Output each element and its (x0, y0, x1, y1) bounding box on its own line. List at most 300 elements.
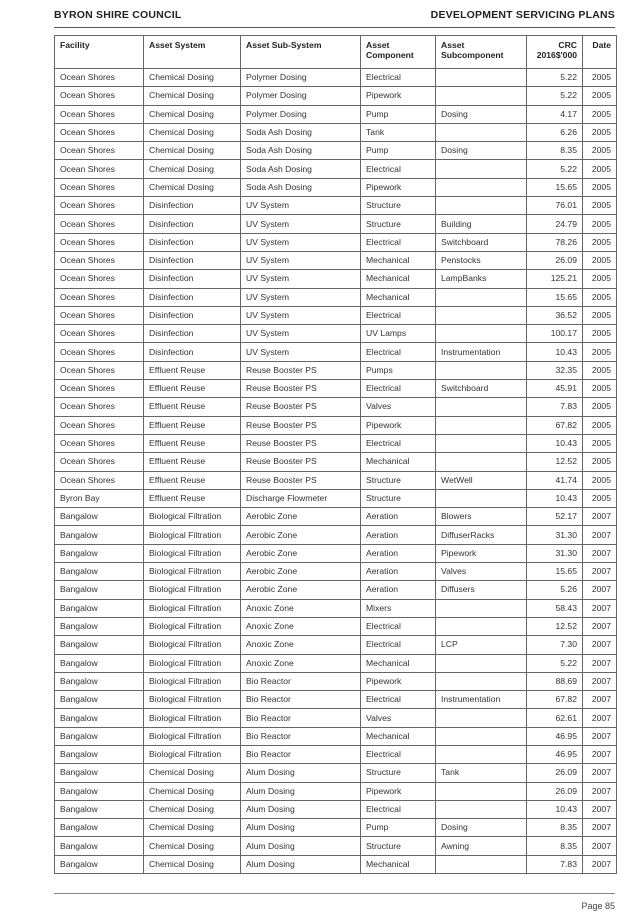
col-header-asset-component-line2: Component (366, 50, 414, 60)
facility-cell: Bangalow (55, 526, 144, 544)
asset-component-cell: Electrical (361, 636, 436, 654)
asset-sub-system-cell: Anoxic Zone (241, 599, 361, 617)
facility-cell: Bangalow (55, 672, 144, 690)
date-cell: 2007 (583, 636, 617, 654)
asset-sub-system-cell: Bio Reactor (241, 727, 361, 745)
table-row (55, 837, 617, 855)
date-cell: 2007 (583, 764, 617, 782)
asset-component-cell: Aeration (361, 581, 436, 599)
asset-sub-system-cell: Polymer Dosing (241, 69, 361, 87)
crc-cell: 7.83 (527, 855, 583, 873)
facility-cell: Bangalow (55, 709, 144, 727)
asset-component-cell: Pipework (361, 87, 436, 105)
date-cell: 2007 (583, 782, 617, 800)
facility-cell: Bangalow (55, 654, 144, 672)
crc-cell: 24.79 (527, 215, 583, 233)
asset-sub-system-cell: Reuse Booster PS (241, 398, 361, 416)
table-row (55, 800, 617, 818)
date-cell: 2005 (583, 123, 617, 141)
facility-cell: Bangalow (55, 727, 144, 745)
asset-subcomponent-cell (436, 855, 527, 873)
asset-system-cell: Biological Filtration (144, 691, 241, 709)
asset-subcomponent-cell: Switchboard (436, 380, 527, 398)
table-row (55, 819, 617, 837)
crc-cell: 26.09 (527, 782, 583, 800)
date-cell: 2005 (583, 87, 617, 105)
table-row (55, 105, 617, 123)
facility-cell: Ocean Shores (55, 160, 144, 178)
asset-sub-system-cell: Bio Reactor (241, 745, 361, 763)
date-cell: 2005 (583, 215, 617, 233)
asset-sub-system-cell: Aerobic Zone (241, 581, 361, 599)
asset-sub-system-cell: UV System (241, 197, 361, 215)
asset-subcomponent-cell (436, 178, 527, 196)
date-cell: 2007 (583, 709, 617, 727)
asset-component-cell: Aeration (361, 526, 436, 544)
table-row (55, 654, 617, 672)
header-divider (54, 27, 615, 28)
asset-subcomponent-cell: Dosing (436, 819, 527, 837)
asset-component-cell: Electrical (361, 745, 436, 763)
asset-system-cell: Chemical Dosing (144, 178, 241, 196)
asset-component-cell: Valves (361, 398, 436, 416)
asset-sub-system-cell: Alum Dosing (241, 819, 361, 837)
facility-cell: Ocean Shores (55, 69, 144, 87)
document-header-title: DEVELOPMENT SERVICING PLANS (430, 9, 615, 21)
asset-component-cell: Pipework (361, 672, 436, 690)
col-header-asset-component-line1: Asset (366, 40, 390, 50)
asset-subcomponent-cell (436, 160, 527, 178)
asset-subcomponent-cell (436, 325, 527, 343)
asset-sub-system-cell: Polymer Dosing (241, 87, 361, 105)
crc-cell: 26.09 (527, 764, 583, 782)
table-row (55, 306, 617, 324)
date-cell: 2007 (583, 599, 617, 617)
asset-component-cell: Mechanical (361, 453, 436, 471)
asset-sub-system-cell: Alum Dosing (241, 855, 361, 873)
table-row (55, 361, 617, 379)
asset-component-cell: Electrical (361, 691, 436, 709)
asset-component-cell: Mechanical (361, 270, 436, 288)
asset-system-cell: Biological Filtration (144, 617, 241, 635)
facility-cell: Bangalow (55, 617, 144, 635)
asset-subcomponent-cell: Dosing (436, 105, 527, 123)
asset-component-cell: Pump (361, 105, 436, 123)
asset-system-cell: Disinfection (144, 306, 241, 324)
asset-subcomponent-cell (436, 800, 527, 818)
asset-subcomponent-cell (436, 398, 527, 416)
facility-cell: Ocean Shores (55, 288, 144, 306)
asset-sub-system-cell: Reuse Booster PS (241, 434, 361, 452)
table-header-row (55, 36, 617, 69)
crc-cell: 10.43 (527, 434, 583, 452)
crc-cell: 67.82 (527, 416, 583, 434)
asset-subcomponent-cell (436, 87, 527, 105)
date-cell: 2007 (583, 837, 617, 855)
asset-subcomponent-cell (436, 197, 527, 215)
asset-sub-system-cell: Alum Dosing (241, 800, 361, 818)
date-cell: 2005 (583, 142, 617, 160)
asset-system-cell: Disinfection (144, 233, 241, 251)
crc-cell: 88.69 (527, 672, 583, 690)
asset-sub-system-cell: UV System (241, 251, 361, 269)
table-row (55, 178, 617, 196)
table-row (55, 526, 617, 544)
table-row (55, 508, 617, 526)
table-row (55, 563, 617, 581)
asset-sub-system-cell: Polymer Dosing (241, 105, 361, 123)
date-cell: 2007 (583, 819, 617, 837)
date-cell: 2005 (583, 69, 617, 87)
facility-cell: Bangalow (55, 764, 144, 782)
asset-system-cell: Biological Filtration (144, 745, 241, 763)
facility-cell: Bangalow (55, 691, 144, 709)
asset-system-cell: Biological Filtration (144, 581, 241, 599)
asset-sub-system-cell: UV System (241, 325, 361, 343)
asset-sub-system-cell: UV System (241, 215, 361, 233)
table-row (55, 416, 617, 434)
table-row (55, 855, 617, 873)
asset-system-cell: Effluent Reuse (144, 471, 241, 489)
asset-component-cell: Pump (361, 142, 436, 160)
asset-subcomponent-cell (436, 361, 527, 379)
asset-subcomponent-cell: DiffuserRacks (436, 526, 527, 544)
date-cell: 2005 (583, 380, 617, 398)
table-row (55, 782, 617, 800)
col-header-asset-subcomponent-line1: Asset (441, 40, 465, 50)
crc-cell: 52.17 (527, 508, 583, 526)
facility-cell: Bangalow (55, 782, 144, 800)
crc-cell: 4.17 (527, 105, 583, 123)
facility-cell: Ocean Shores (55, 471, 144, 489)
asset-system-cell: Effluent Reuse (144, 398, 241, 416)
asset-system-cell: Disinfection (144, 270, 241, 288)
facility-cell: Ocean Shores (55, 361, 144, 379)
crc-cell: 5.22 (527, 654, 583, 672)
crc-cell: 10.43 (527, 489, 583, 507)
table-row (55, 343, 617, 361)
asset-component-cell: Electrical (361, 380, 436, 398)
facility-cell: Byron Bay (55, 489, 144, 507)
crc-cell: 41.74 (527, 471, 583, 489)
asset-sub-system-cell: Aerobic Zone (241, 563, 361, 581)
asset-component-cell: Mechanical (361, 288, 436, 306)
asset-component-cell: Structure (361, 764, 436, 782)
facility-cell: Bangalow (55, 544, 144, 562)
asset-component-cell: Electrical (361, 800, 436, 818)
asset-subcomponent-cell (436, 782, 527, 800)
table-row (55, 764, 617, 782)
asset-subcomponent-cell (436, 288, 527, 306)
crc-cell: 10.43 (527, 800, 583, 818)
asset-system-cell: Effluent Reuse (144, 489, 241, 507)
facility-cell: Bangalow (55, 599, 144, 617)
crc-cell: 12.52 (527, 617, 583, 635)
asset-component-cell: Structure (361, 837, 436, 855)
asset-subcomponent-cell: WetWell (436, 471, 527, 489)
crc-cell: 100.17 (527, 325, 583, 343)
asset-component-cell: Pipework (361, 416, 436, 434)
asset-system-cell: Biological Filtration (144, 709, 241, 727)
table-row (55, 544, 617, 562)
date-cell: 2007 (583, 855, 617, 873)
table-row (55, 709, 617, 727)
facility-cell: Ocean Shores (55, 233, 144, 251)
asset-system-cell: Biological Filtration (144, 599, 241, 617)
table-row (55, 160, 617, 178)
asset-system-cell: Disinfection (144, 343, 241, 361)
asset-system-cell: Chemical Dosing (144, 764, 241, 782)
col-header-crc (527, 36, 583, 69)
asset-subcomponent-cell: Awning (436, 837, 527, 855)
table-row (55, 727, 617, 745)
crc-cell: 76.01 (527, 197, 583, 215)
footer-divider (54, 893, 615, 894)
asset-subcomponent-cell (436, 709, 527, 727)
asset-sub-system-cell: UV System (241, 306, 361, 324)
date-cell: 2005 (583, 453, 617, 471)
crc-cell: 32.35 (527, 361, 583, 379)
crc-cell: 36.52 (527, 306, 583, 324)
asset-component-cell: Pump (361, 819, 436, 837)
asset-sub-system-cell: Soda Ash Dosing (241, 178, 361, 196)
asset-system-cell: Chemical Dosing (144, 69, 241, 87)
asset-component-cell: Structure (361, 489, 436, 507)
crc-cell: 6.26 (527, 123, 583, 141)
crc-cell: 7.83 (527, 398, 583, 416)
asset-system-cell: Biological Filtration (144, 544, 241, 562)
asset-component-cell: UV Lamps (361, 325, 436, 343)
asset-system-cell: Biological Filtration (144, 654, 241, 672)
asset-sub-system-cell: Soda Ash Dosing (241, 123, 361, 141)
table-row (55, 489, 617, 507)
table-row (55, 251, 617, 269)
date-cell: 2007 (583, 508, 617, 526)
table-row (55, 123, 617, 141)
date-cell: 2005 (583, 105, 617, 123)
date-cell: 2005 (583, 489, 617, 507)
asset-sub-system-cell: Reuse Booster PS (241, 416, 361, 434)
asset-system-cell: Disinfection (144, 197, 241, 215)
crc-cell: 5.22 (527, 160, 583, 178)
asset-subcomponent-cell: LampBanks (436, 270, 527, 288)
date-cell: 2005 (583, 233, 617, 251)
asset-system-cell: Chemical Dosing (144, 855, 241, 873)
col-header-crc-line1: CRC (558, 40, 577, 50)
asset-component-cell: Mechanical (361, 251, 436, 269)
asset-component-cell: Electrical (361, 306, 436, 324)
date-cell: 2005 (583, 160, 617, 178)
crc-cell: 26.09 (527, 251, 583, 269)
asset-component-cell: Structure (361, 471, 436, 489)
facility-cell: Bangalow (55, 855, 144, 873)
asset-system-cell: Chemical Dosing (144, 800, 241, 818)
facility-cell: Ocean Shores (55, 343, 144, 361)
asset-sub-system-cell: Anoxic Zone (241, 636, 361, 654)
asset-subcomponent-cell (436, 306, 527, 324)
table-row (55, 325, 617, 343)
facility-cell: Bangalow (55, 819, 144, 837)
date-cell: 2007 (583, 563, 617, 581)
crc-cell: 62.61 (527, 709, 583, 727)
crc-cell: 10.43 (527, 343, 583, 361)
crc-cell: 7.30 (527, 636, 583, 654)
asset-subcomponent-cell: Tank (436, 764, 527, 782)
asset-system-cell: Effluent Reuse (144, 380, 241, 398)
asset-component-cell: Valves (361, 709, 436, 727)
crc-cell: 31.30 (527, 526, 583, 544)
asset-component-cell: Electrical (361, 160, 436, 178)
table-row (55, 233, 617, 251)
asset-sub-system-cell: Reuse Booster PS (241, 453, 361, 471)
asset-sub-system-cell: Reuse Booster PS (241, 471, 361, 489)
asset-subcomponent-cell (436, 416, 527, 434)
asset-subcomponent-cell: Instrumentation (436, 691, 527, 709)
crc-cell: 125.21 (527, 270, 583, 288)
facility-cell: Bangalow (55, 800, 144, 818)
asset-sub-system-cell: Soda Ash Dosing (241, 142, 361, 160)
asset-system-cell: Biological Filtration (144, 508, 241, 526)
asset-component-cell: Aeration (361, 563, 436, 581)
asset-system-cell: Chemical Dosing (144, 160, 241, 178)
asset-subcomponent-cell (436, 672, 527, 690)
asset-subcomponent-cell: LCP (436, 636, 527, 654)
facility-cell: Ocean Shores (55, 416, 144, 434)
crc-cell: 5.26 (527, 581, 583, 599)
asset-system-cell: Chemical Dosing (144, 105, 241, 123)
asset-subcomponent-cell (436, 69, 527, 87)
facility-cell: Ocean Shores (55, 105, 144, 123)
table-row (55, 745, 617, 763)
crc-cell: 46.95 (527, 727, 583, 745)
crc-cell: 58.43 (527, 599, 583, 617)
date-cell: 2007 (583, 654, 617, 672)
facility-cell: Ocean Shores (55, 325, 144, 343)
asset-sub-system-cell: Discharge Flowmeter (241, 489, 361, 507)
date-cell: 2007 (583, 617, 617, 635)
asset-subcomponent-cell (436, 599, 527, 617)
facility-cell: Ocean Shores (55, 142, 144, 160)
asset-system-cell: Disinfection (144, 325, 241, 343)
crc-cell: 8.35 (527, 819, 583, 837)
asset-system-cell: Chemical Dosing (144, 782, 241, 800)
facility-cell: Ocean Shores (55, 453, 144, 471)
asset-subcomponent-cell: Pipework (436, 544, 527, 562)
asset-component-cell: Pumps (361, 361, 436, 379)
asset-component-cell: Electrical (361, 343, 436, 361)
table-row (55, 87, 617, 105)
table-row (55, 617, 617, 635)
date-cell: 2007 (583, 691, 617, 709)
facility-cell: Bangalow (55, 581, 144, 599)
asset-subcomponent-cell (436, 617, 527, 635)
date-cell: 2007 (583, 544, 617, 562)
asset-component-cell: Structure (361, 197, 436, 215)
asset-component-cell: Aeration (361, 544, 436, 562)
facility-cell: Bangalow (55, 745, 144, 763)
asset-system-cell: Effluent Reuse (144, 416, 241, 434)
table-row (55, 142, 617, 160)
asset-component-cell: Mechanical (361, 855, 436, 873)
asset-sub-system-cell: Anoxic Zone (241, 617, 361, 635)
asset-system-cell: Biological Filtration (144, 672, 241, 690)
facility-cell: Bangalow (55, 563, 144, 581)
table-row (55, 215, 617, 233)
asset-sub-system-cell: Bio Reactor (241, 709, 361, 727)
facility-cell: Ocean Shores (55, 178, 144, 196)
asset-component-cell: Electrical (361, 69, 436, 87)
asset-system-cell: Effluent Reuse (144, 361, 241, 379)
crc-cell: 15.65 (527, 288, 583, 306)
date-cell: 2005 (583, 306, 617, 324)
asset-sub-system-cell: Alum Dosing (241, 782, 361, 800)
facility-cell: Ocean Shores (55, 270, 144, 288)
col-header-date: Date (583, 36, 617, 69)
asset-system-cell: Effluent Reuse (144, 434, 241, 452)
crc-cell: 8.35 (527, 142, 583, 160)
table-row (55, 434, 617, 452)
facility-cell: Ocean Shores (55, 306, 144, 324)
table-row (55, 288, 617, 306)
date-cell: 2005 (583, 416, 617, 434)
asset-subcomponent-cell (436, 727, 527, 745)
asset-subcomponent-cell: Diffusers (436, 581, 527, 599)
table-row (55, 599, 617, 617)
asset-system-cell: Disinfection (144, 288, 241, 306)
crc-cell: 5.22 (527, 69, 583, 87)
col-header-asset-subcomponent-line2: Subcomponent (441, 50, 504, 60)
asset-sub-system-cell: Anoxic Zone (241, 654, 361, 672)
date-cell: 2005 (583, 434, 617, 452)
crc-cell: 45.91 (527, 380, 583, 398)
asset-subcomponent-cell (436, 453, 527, 471)
asset-component-cell: Tank (361, 123, 436, 141)
asset-system-cell: Disinfection (144, 215, 241, 233)
asset-system-cell: Biological Filtration (144, 526, 241, 544)
date-cell: 2007 (583, 745, 617, 763)
date-cell: 2007 (583, 581, 617, 599)
asset-subcomponent-cell (436, 745, 527, 763)
asset-sub-system-cell: UV System (241, 288, 361, 306)
table-row (55, 471, 617, 489)
table-row (55, 636, 617, 654)
asset-sub-system-cell: Aerobic Zone (241, 526, 361, 544)
asset-subcomponent-cell (436, 654, 527, 672)
date-cell: 2005 (583, 361, 617, 379)
table-row (55, 270, 617, 288)
crc-cell: 8.35 (527, 837, 583, 855)
asset-sub-system-cell: Aerobic Zone (241, 544, 361, 562)
asset-sub-system-cell: UV System (241, 233, 361, 251)
col-header-crc-line2: 2016$'000 (536, 50, 577, 60)
crc-cell: 15.65 (527, 563, 583, 581)
facility-cell: Ocean Shores (55, 434, 144, 452)
asset-system-cell: Chemical Dosing (144, 837, 241, 855)
col-header-asset-sub-system: Asset Sub-System (241, 36, 361, 69)
date-cell: 2007 (583, 672, 617, 690)
asset-system-cell: Chemical Dosing (144, 819, 241, 837)
date-cell: 2005 (583, 178, 617, 196)
date-cell: 2005 (583, 197, 617, 215)
date-cell: 2007 (583, 800, 617, 818)
asset-subcomponent-cell (436, 434, 527, 452)
date-cell: 2005 (583, 251, 617, 269)
asset-component-cell: Pipework (361, 178, 436, 196)
date-cell: 2005 (583, 471, 617, 489)
facility-cell: Ocean Shores (55, 215, 144, 233)
table-row (55, 672, 617, 690)
asset-sub-system-cell: UV System (241, 270, 361, 288)
